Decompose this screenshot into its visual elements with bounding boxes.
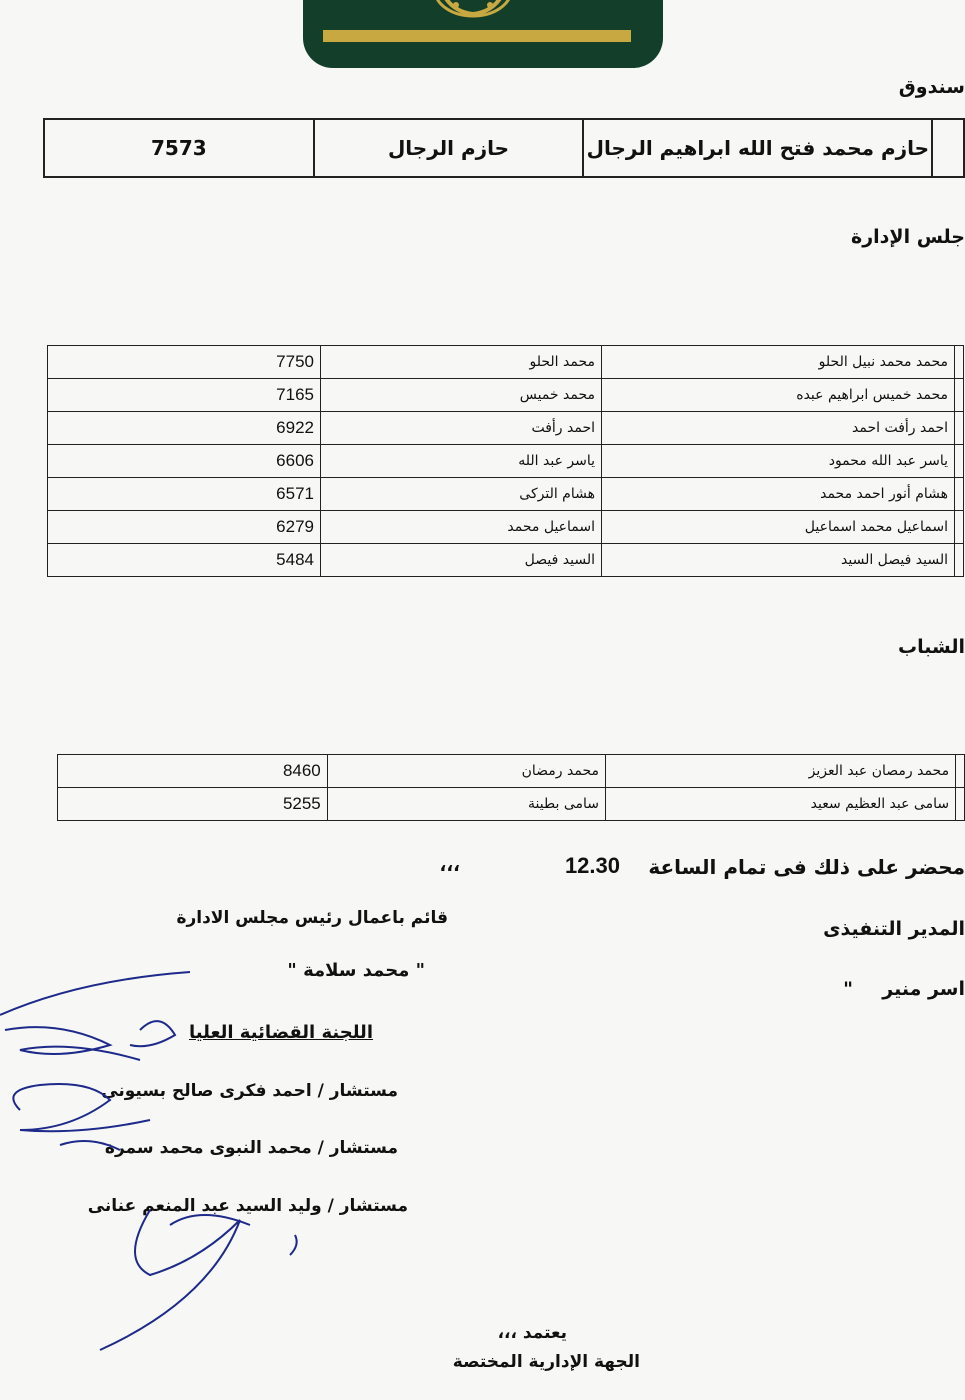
fund-table (43, 118, 965, 178)
stub-cell (955, 511, 964, 544)
full-name-cell: السيد فيصل السيد (602, 544, 955, 577)
acting-chairman-name: " محمد سلامة " (287, 960, 425, 981)
stub-cell (955, 445, 964, 478)
board-members-table (47, 345, 964, 577)
votes-cell: 6922 (48, 412, 321, 445)
table-row (58, 788, 965, 821)
short-name-cell: محمد خميس (321, 379, 602, 412)
votes-cell: 8460 (58, 755, 328, 788)
full-name-cell: هشام أنور احمد محمد (602, 478, 955, 511)
short-name-cell: ياسر عبد الله (321, 445, 602, 478)
committee-member: مستشار / محمد النبوى محمد سمرة (104, 1138, 398, 1158)
approval-line-1: يعتمد ،،، (497, 1323, 567, 1343)
handwritten-signatures-icon (0, 960, 320, 1360)
table-row (48, 544, 964, 577)
exec-director-title: المدير التنفيذى (823, 918, 965, 940)
closing-minutes-text: محضر على ذلك فى تمام الساعة (648, 855, 965, 879)
stub-cell (955, 346, 964, 379)
section-board-heading: جلس الإدارة (851, 226, 965, 248)
votes-cell: 5484 (48, 544, 321, 577)
full-name-cell: محمد خميس ابراهيم عبده (602, 379, 955, 412)
table-row (48, 478, 964, 511)
table-row (58, 755, 965, 788)
fund-stub-cell (932, 119, 964, 177)
club-logo-banner (303, 0, 663, 68)
votes-cell: 6571 (48, 478, 321, 511)
table-row (48, 445, 964, 478)
fund-full-name: حازم محمد فتح الله ابراهيم الرجال (583, 119, 932, 177)
full-name-cell: ياسر عبد الله محمود (602, 445, 955, 478)
exec-director-quote: " (843, 978, 853, 1000)
fund-short-name: حازم الرجال (314, 119, 584, 177)
closing-time: 12.30 (564, 853, 620, 878)
short-name-cell: سامى بطينة (327, 788, 605, 821)
fund-votes: 7573 (44, 119, 314, 177)
section-youth-heading: الشباب (898, 636, 965, 658)
stub-cell (955, 412, 964, 445)
full-name-cell: محمد محمد نبيل الحلو (602, 346, 955, 379)
stub-cell (955, 478, 964, 511)
exec-director-name: اسر منير (882, 978, 965, 1000)
stub-cell (956, 788, 965, 821)
acting-chairman-title: قائم باعمال رئيس مجلس الادارة (176, 908, 448, 928)
committee-title: اللجنة القضائية العليا (189, 1022, 373, 1043)
full-name-cell: محمد رمصان عبد العزيز (606, 755, 956, 788)
approval-line-2: الجهة الإدارية المختصة (452, 1352, 640, 1372)
short-name-cell: محمد رمضان (327, 755, 605, 788)
table-row (48, 346, 964, 379)
full-name-cell: احمد رأفت احمد (602, 412, 955, 445)
closing-ellipsis: ،،، (439, 855, 460, 876)
short-name-cell: اسماعيل محمد (321, 511, 602, 544)
short-name-cell: هشام التركى (321, 478, 602, 511)
table-row (48, 412, 964, 445)
short-name-cell: محمد الحلو (321, 346, 602, 379)
short-name-cell: احمد رأفت (321, 412, 602, 445)
votes-cell: 7165 (48, 379, 321, 412)
youth-members-table (57, 754, 965, 821)
votes-cell: 5255 (58, 788, 328, 821)
committee-member: مستشار / احمد فكرى صالح بسيونى (101, 1081, 398, 1101)
votes-cell: 7750 (48, 346, 321, 379)
full-name-cell: سامى عبد العظيم سعيد (606, 788, 956, 821)
table-row (48, 511, 964, 544)
votes-cell: 6279 (48, 511, 321, 544)
laurel-emblem-icon (418, 0, 528, 20)
short-name-cell: السيد فيصل (321, 544, 602, 577)
table-row (48, 379, 964, 412)
full-name-cell: اسماعيل محمد اسماعيل (602, 511, 955, 544)
stub-cell (955, 379, 964, 412)
stub-cell (956, 755, 965, 788)
votes-cell: 6606 (48, 445, 321, 478)
logo-gold-stripe (323, 30, 631, 42)
stub-cell (955, 544, 964, 577)
committee-member: مستشار / وليد السيد عبد المنعم عنانى (87, 1196, 408, 1216)
section-fund-heading: سندوق (898, 76, 965, 98)
